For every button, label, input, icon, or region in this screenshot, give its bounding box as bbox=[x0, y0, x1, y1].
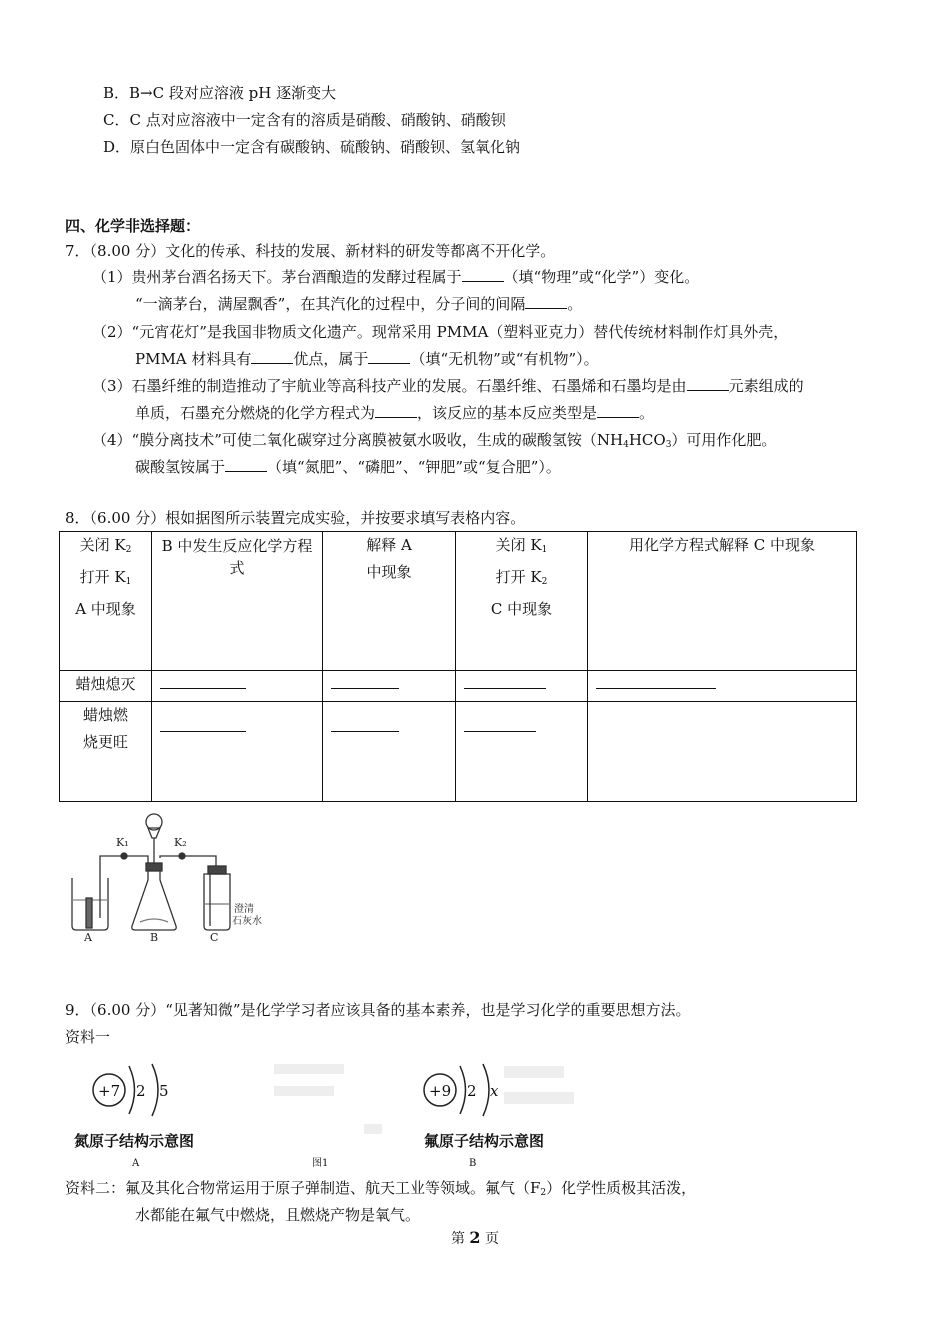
valve-k1-icon bbox=[121, 853, 127, 859]
figure-label: 图1 bbox=[312, 1158, 329, 1169]
atomic-structure-figure bbox=[64, 1052, 584, 1172]
q7-text: HCO bbox=[628, 431, 666, 449]
q7-text: PMMA 材料具有 bbox=[135, 350, 252, 368]
row-candle-brighter bbox=[60, 702, 152, 802]
header-c-equation: 用化学方程式解释 C 中现象 bbox=[588, 532, 857, 671]
q7-part4-line1 bbox=[92, 430, 776, 455]
nucleus-b-charge: +9 bbox=[429, 1082, 452, 1100]
row-text: 蜡烛燃 bbox=[82, 706, 128, 724]
q7-part1-line1 bbox=[92, 267, 699, 287]
q7-text: （3）石墨纤维的制造推动了宇航业等高科技产业的发展。石墨纤维、石墨烯和石墨均是由 bbox=[92, 377, 687, 395]
answer-blank[interactable] bbox=[251, 349, 293, 364]
answer-blank[interactable] bbox=[225, 457, 267, 472]
q7-text: 单质，石墨充分燃烧的化学方程式为 bbox=[135, 404, 376, 422]
header-close-k2-open-k1 bbox=[60, 532, 152, 671]
answer-line bbox=[331, 717, 399, 732]
answer-line bbox=[331, 674, 399, 689]
q7-text: 元素组成的 bbox=[728, 377, 804, 395]
q8-stem: 8．（6.00 分）根如据图所示装置完成实验，并按要求填写表格内容。 bbox=[65, 509, 526, 527]
header-explain-a bbox=[323, 532, 456, 671]
subscript: 2 bbox=[125, 545, 132, 555]
answer-blank[interactable] bbox=[525, 294, 567, 309]
subscript: 3 bbox=[665, 440, 672, 450]
header-text: 打开 K bbox=[79, 568, 126, 586]
label-k2: K₂ bbox=[174, 836, 187, 849]
q7-text: （填“氮肥”、“磷肥”、“钾肥”或“复合肥”）。 bbox=[267, 458, 561, 476]
label-k1: K₁ bbox=[116, 836, 129, 849]
header-b-equation bbox=[152, 532, 323, 671]
header-text: C 中现象 bbox=[490, 600, 553, 618]
q7-part3-line2 bbox=[135, 403, 654, 423]
answer-cell[interactable] bbox=[323, 702, 456, 802]
q7-part4-line2 bbox=[135, 457, 561, 477]
answer-cell[interactable] bbox=[456, 702, 588, 802]
material-two-line2: 水都能在氟气中燃烧，且燃烧产物是氧气。 bbox=[135, 1206, 421, 1224]
q7-part2-line2 bbox=[135, 349, 599, 369]
footer-text: 第 bbox=[450, 1231, 465, 1247]
q7-text: 。 bbox=[567, 295, 583, 313]
q7-stem: 7．（8.00 分）文化的传承、科技的发展、新材料的研发等都离不开化学。 bbox=[65, 242, 556, 260]
caption-b: 氟原子结构示意图 bbox=[424, 1132, 545, 1150]
q7-part3-line1 bbox=[92, 376, 804, 396]
answer-cell[interactable] bbox=[152, 702, 323, 802]
q9-text: ）化学性质极其活泼， bbox=[546, 1179, 697, 1197]
header-text: A 中现象 bbox=[75, 600, 136, 618]
q7-text: （填“物理”或“化学”）变化。 bbox=[503, 268, 700, 286]
answer-blank[interactable] bbox=[597, 403, 639, 418]
header-text: 中现象 bbox=[366, 563, 412, 581]
header-text: 关闭 K bbox=[495, 536, 542, 554]
section-title: 四、化学非选择题： bbox=[65, 217, 201, 235]
bottle-c-icon bbox=[204, 874, 230, 930]
answer-cell[interactable] bbox=[323, 671, 456, 702]
answer-cell[interactable] bbox=[588, 671, 857, 702]
row-candle-out: 蜡烛熄灭 bbox=[60, 671, 152, 702]
q7-text: 碳酸氢铵属于 bbox=[135, 458, 226, 476]
apparatus-diagram bbox=[64, 808, 284, 943]
q9-stem: 9．（6.00 分）“见著知微”是化学学习者应该具备的基本素养，也是学习化学的重要思想方法。 bbox=[65, 1001, 691, 1019]
label-a: A bbox=[84, 931, 92, 943]
label-c: C bbox=[210, 931, 219, 943]
answer-line bbox=[464, 674, 546, 689]
q7-text: 优点，属于 bbox=[293, 350, 369, 368]
material-two-line1 bbox=[65, 1178, 696, 1203]
option-b: B．B→C 段对应溶液 pH 逐渐变大 bbox=[103, 84, 337, 102]
header-text: 关闭 K bbox=[79, 536, 126, 554]
nucleus-a-charge: +7 bbox=[98, 1082, 121, 1100]
q7-text: （4）“膜分离技术”可使二氧化碳穿过分离膜被氨水吸收，生成的碳酸氢铵（NH bbox=[92, 431, 624, 449]
answer-blank[interactable] bbox=[687, 376, 729, 391]
header-text: 解释 A bbox=[366, 536, 412, 554]
footer-text: 页 bbox=[485, 1231, 500, 1247]
answer-cell[interactable] bbox=[588, 702, 857, 802]
q7-text: 。 bbox=[639, 404, 655, 422]
subscript: 1 bbox=[541, 545, 548, 555]
label-b: B bbox=[150, 931, 159, 943]
answer-blank[interactable] bbox=[375, 403, 417, 418]
header-close-k1-open-k2 bbox=[456, 532, 588, 671]
material-one-label: 资料一 bbox=[65, 1028, 111, 1046]
answer-cell[interactable] bbox=[152, 671, 323, 702]
header-text: 打开 K bbox=[495, 568, 542, 586]
shell-a-2: 5 bbox=[159, 1082, 169, 1100]
q7-text: ）可用作化肥。 bbox=[671, 431, 777, 449]
q7-text: ，该反应的基本反应类型是 bbox=[417, 404, 598, 422]
answer-line bbox=[464, 717, 536, 732]
experiment-table bbox=[59, 531, 857, 802]
answer-line bbox=[596, 674, 716, 689]
row-text: 烧更旺 bbox=[82, 733, 128, 751]
answer-line bbox=[160, 674, 246, 689]
shell-a-1: 2 bbox=[136, 1082, 146, 1100]
option-d: D．原白色固体中一定含有碳酸钠、硫酸钠、硝酸钡、氢氧化钠 bbox=[103, 138, 521, 156]
label-b: B bbox=[469, 1158, 477, 1169]
label-lime-water-2: 石灰水 bbox=[232, 916, 262, 927]
answer-line bbox=[160, 717, 246, 732]
answer-blank[interactable] bbox=[368, 349, 410, 364]
q7-text: （填“无机物”或“有机物”）。 bbox=[410, 350, 599, 368]
option-c: C．C 点对应溶液中一定含有的溶质是硝酸、硝酸钠、硝酸钡 bbox=[103, 111, 506, 129]
subscript: 1 bbox=[125, 577, 132, 587]
shell-b-1: 2 bbox=[467, 1082, 477, 1100]
page-number bbox=[0, 1228, 950, 1248]
label-a: A bbox=[132, 1158, 140, 1169]
valve-k2-icon bbox=[179, 853, 185, 859]
subscript: 2 bbox=[541, 577, 548, 587]
q7-text: “一滴茅台，满屋飘香”，在其汽化的过程中，分子间的间隔 bbox=[135, 295, 526, 313]
subscript: 2 bbox=[540, 1188, 547, 1198]
subscript: 4 bbox=[623, 440, 629, 450]
q7-part1-line2 bbox=[135, 294, 582, 314]
label-lime-water-1: 澄清 bbox=[234, 904, 254, 915]
answer-cell[interactable] bbox=[456, 671, 588, 702]
candle-icon bbox=[86, 898, 92, 928]
footer-page-num: 2 bbox=[469, 1228, 481, 1247]
flask-b-icon bbox=[132, 871, 176, 930]
answer-blank[interactable] bbox=[462, 267, 504, 282]
caption-a: 氮原子结构示意图 bbox=[74, 1132, 195, 1150]
q9-text: 资料二：氟及其化合物常运用于原子弹制造、航天工业等领域。氟气（F bbox=[65, 1179, 541, 1197]
q7-part2-line1: （2）“元宵花灯”是我国非物质文化遗产。现常采用 PMMA（塑料亚克力）替代传统材料制作灯具外壳， bbox=[92, 323, 789, 341]
header-text: B 中发生反应化学方程式 bbox=[161, 537, 313, 577]
shell-b-2: x bbox=[490, 1082, 499, 1100]
q7-text: （1）贵州茅台酒名扬天下。茅台酒酿造的发酵过程属于 bbox=[92, 268, 462, 286]
